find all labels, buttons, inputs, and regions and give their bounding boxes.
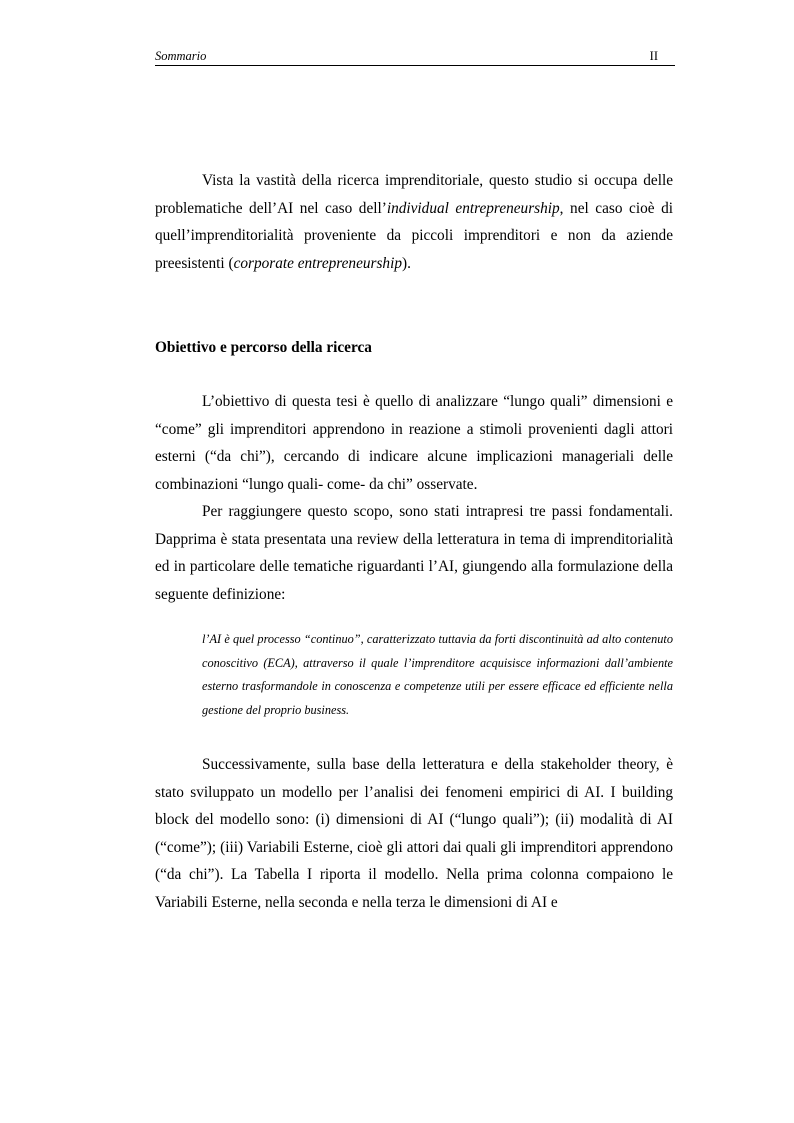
model-paragraph: Successivamente, sulla base della letteratura e della stakeholder theory, è stato sviluppato un modello per l’analisi dei fenomeni empirici di AI. I building block del modello sono: (i) dimensioni di AI (“lungo quali”); (ii) modalità di AI (“come”); (iii) Variabili Esterne, cioè gli attori dai quali gli imprenditori apprendono (“da chi”). La Tabella I riporta il modello. Nella prima colonna compaiono le Variabili Esterne, nella seconda e nella terza le dimensioni di AI e bbox=[155, 756, 673, 911]
section-heading: Obiettivo e percorso della ricerca bbox=[155, 339, 372, 356]
intro-paragraph bbox=[155, 167, 673, 277]
running-header bbox=[155, 49, 675, 66]
intro-text-1: Vista la vastità della ricerca imprenditoriale, questo studio si occupa delle problematiche dell’AI nel caso dell’ bbox=[155, 172, 673, 217]
steps-paragraph: Per raggiungere questo scopo, sono stati intrapresi tre passi fondamentali. Dapprima è stata presentata una review della letteratura in tema di imprenditorialità ed in particolare delle tematiche riguardanti l’AI, giungendo alla formulazione della seguente definizione: bbox=[155, 503, 673, 603]
objective-paragraph: L’obiettivo di questa tesi è quello di analizzare “lungo quali” dimensioni e “come” gli imprenditori apprendono in reazione a stimoli provenienti dagli attori esterni (“da chi”), cercando di indicare alcune implicazioni manageriali delle combinazioni “lungo quali- come- da chi” osservate. bbox=[155, 393, 673, 493]
definition-quote: l’AI è quel processo “continuo”, caratterizzato tuttavia da forti discontinuità ad alto contenuto conoscitivo (ECA), attraverso il quale l’imprenditore acquisisce informazioni dall’ambiente esterno trasformandole in conoscenza e competenze utili per essere efficace ed efficiente nella gestione del proprio business. bbox=[202, 632, 673, 717]
header-page-number: II bbox=[649, 49, 658, 63]
intro-emphasis-corporate: corporate entrepreneurship bbox=[233, 254, 402, 272]
intro-emphasis-individual: individual entrepreneurship bbox=[386, 199, 560, 217]
intro-text-3: ). bbox=[401, 254, 411, 272]
header-section-title: Sommario bbox=[155, 49, 207, 63]
intro-text-2: , nel caso cioè di quell’imprenditorialità proveniente da piccoli imprenditori e non da aziende preesistenti ( bbox=[155, 199, 673, 272]
